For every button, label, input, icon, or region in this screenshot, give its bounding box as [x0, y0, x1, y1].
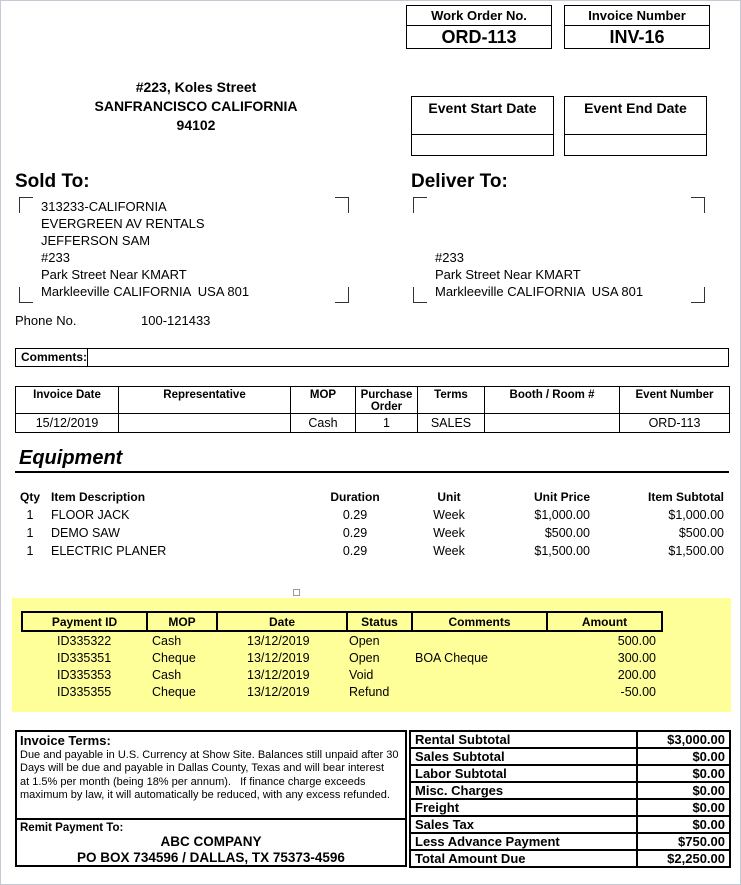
invoice-terms-line: at 1.5% per month (being 18% per annum). If finance charge exceeds: [20, 775, 366, 788]
event-end-date-label: Event End Date: [565, 97, 706, 135]
payment-date: 13/12/2019: [247, 684, 310, 699]
bracket-corner: [691, 197, 705, 213]
info-invoice-date: 15/12/2019: [16, 414, 119, 433]
invoice-terms-box: [15, 730, 407, 820]
invoice-terms-line: maximum by law, it will automatically be reduced, with any excess refunded.: [20, 789, 390, 802]
stray-checkbox: [293, 589, 300, 596]
sold-to-line: #233: [41, 250, 70, 265]
bracket-corner: [19, 197, 33, 213]
equipment-rule: [15, 471, 729, 473]
equipment-header-duration: Duration: [330, 490, 380, 504]
totals-table: [409, 730, 731, 868]
invoice-terms-label: Invoice Terms:: [20, 733, 111, 748]
totals-row: [410, 816, 730, 833]
sold-to-address: [41, 198, 249, 300]
payment-amount: -50.00: [620, 684, 656, 699]
payments-header-mop: MOP: [147, 612, 217, 631]
payment-row: [22, 683, 662, 700]
payments-header-row: [22, 612, 662, 631]
payment-mop: Cash: [152, 633, 182, 648]
bracket-corner: [335, 197, 349, 213]
equipment-duration: 0.29: [342, 508, 368, 522]
payment-id: ID335355: [57, 684, 112, 699]
info-header-event-number: Event Number: [620, 387, 730, 414]
equipment-header-unit: Unit: [437, 490, 461, 504]
phone-label: Phone No.: [15, 313, 77, 328]
payment-mop: Cash: [152, 667, 182, 682]
payment-comments: [412, 631, 547, 649]
payment-status: Void: [349, 667, 374, 682]
payment-status: Refund: [349, 684, 390, 699]
info-representative: [119, 414, 291, 433]
payments-header-date: Date: [217, 612, 347, 631]
total-label: Misc. Charges: [410, 782, 637, 799]
equipment-description: DEMO SAW: [51, 526, 120, 540]
equipment-qty: 1: [26, 508, 34, 522]
bracket-corner: [691, 287, 705, 303]
equipment-header-description: Item Description: [51, 490, 146, 504]
total-value: $0.00: [637, 765, 730, 782]
equipment-table: [15, 488, 729, 560]
payment-date: 13/12/2019: [247, 667, 310, 682]
info-booth-room: [485, 414, 620, 433]
info-header-terms: Terms: [418, 387, 485, 414]
equipment-header-qty: Qty: [19, 490, 40, 504]
bracket-corner: [19, 287, 33, 303]
equipment-duration: 0.29: [342, 526, 368, 540]
equipment-unit-price: $1,000.00: [534, 508, 590, 522]
invoice-terms-line: Due and payable in U.S. Currency at Show Site. Balances still unpaid after 30: [20, 749, 399, 761]
total-label: Freight: [410, 799, 637, 816]
comments-bar: [15, 348, 729, 367]
equipment-unit: Week: [433, 544, 465, 558]
equipment-row: [15, 506, 729, 524]
total-label: Total Amount Due: [410, 850, 637, 867]
remit-payment-label: Remit Payment To:: [20, 822, 124, 834]
payment-amount: 200.00: [617, 667, 656, 682]
payment-status: Open: [349, 633, 380, 648]
info-purchase-order: 1: [356, 414, 418, 433]
total-value: $3,000.00: [637, 731, 730, 748]
payment-comments: BOA Cheque: [415, 650, 488, 665]
payment-status: Open: [349, 650, 380, 665]
payment-amount: 500.00: [617, 633, 656, 648]
total-value: $0.00: [637, 782, 730, 799]
equipment-description: ELECTRIC PLANER: [51, 544, 167, 558]
payment-id: ID335353: [57, 667, 112, 682]
info-data-row: [16, 414, 730, 433]
payment-row: [22, 666, 662, 683]
deliver-to-line: Markleeville CALIFORNIA USA 801: [435, 284, 644, 299]
totals-row: [410, 748, 730, 765]
payment-comments: [412, 666, 547, 683]
company-address-line: 94102: [176, 117, 216, 133]
payments-header-amount: Amount: [547, 612, 662, 631]
info-header-row: [16, 387, 730, 414]
info-terms: SALES: [418, 414, 485, 433]
payments-table: [21, 611, 663, 700]
total-label: Labor Subtotal: [410, 765, 637, 782]
total-value: $0.00: [637, 748, 730, 765]
totals-row: [410, 833, 730, 850]
bracket-corner: [413, 197, 427, 213]
deliver-to-address: [435, 198, 643, 300]
event-end-date-box: [564, 96, 707, 156]
info-header-mop: MOP: [291, 387, 356, 414]
payment-id: ID335322: [57, 633, 112, 648]
company-address-line: #223, Koles Street: [135, 79, 257, 95]
deliver-to-line: Park Street Near KMART: [435, 267, 581, 282]
total-value: $0.00: [637, 799, 730, 816]
equipment-row: [15, 542, 729, 560]
sold-to-line: Markleeville CALIFORNIA USA 801: [41, 284, 250, 299]
equipment-item-subtotal: $500.00: [678, 526, 724, 540]
equipment-section-title: Equipment: [19, 447, 123, 469]
remit-payment-box: [15, 818, 407, 867]
work-order-box: [406, 5, 552, 49]
event-start-date-box: [411, 96, 554, 156]
total-label: Rental Subtotal: [410, 731, 637, 748]
invoice-terms-line: Days will be due and payable in Dallas County, Texas and will bear interest: [20, 762, 385, 775]
equipment-qty: 1: [26, 526, 34, 540]
total-label: Sales Tax: [410, 816, 637, 833]
event-start-date-label: Event Start Date: [412, 97, 553, 135]
sold-to-heading: Sold To:: [15, 171, 90, 192]
payments-header-status: Status: [347, 612, 412, 631]
totals-row: [410, 799, 730, 816]
info-event-number: ORD-113: [620, 414, 730, 433]
work-order-label: Work Order No.: [406, 5, 552, 26]
info-header-purchase-order: Purchase Order: [356, 387, 418, 414]
payment-mop: Cheque: [152, 650, 196, 665]
invoice-number-value: INV-16: [564, 26, 710, 49]
payment-mop: Cheque: [152, 684, 196, 699]
total-label: Less Advance Payment: [410, 833, 637, 850]
invoice-info-table: [15, 386, 730, 433]
payment-comments: [412, 683, 547, 700]
equipment-duration: 0.29: [342, 544, 368, 558]
payments-header-payment-id: Payment ID: [22, 612, 147, 631]
equipment-unit-price: $1,500.00: [534, 544, 590, 558]
info-header-booth-room: Booth / Room #: [485, 387, 620, 414]
deliver-to-line: [435, 232, 643, 249]
equipment-header-item-subtotal: Item Subtotal: [647, 490, 724, 504]
company-address: [31, 78, 361, 135]
payment-row: [22, 649, 662, 666]
deliver-to-line: [435, 198, 643, 215]
deliver-to-block: [413, 195, 705, 303]
sold-to-block: [19, 195, 349, 303]
sold-to-line: JEFFERSON SAM: [41, 233, 151, 248]
info-mop: Cash: [291, 414, 356, 433]
comments-value: [88, 349, 728, 366]
totals-row: [410, 765, 730, 782]
remit-company-address: PO BOX 734596 / DALLAS, TX 75373-4596: [77, 849, 345, 865]
sold-to-line: EVERGREEN AV RENTALS: [41, 216, 205, 231]
equipment-header-row: [15, 488, 729, 506]
equipment-unit: Week: [433, 508, 465, 522]
equipment-unit: Week: [433, 526, 465, 540]
totals-row: [410, 782, 730, 799]
equipment-row: [15, 524, 729, 542]
payments-header-comments: Comments: [412, 612, 547, 631]
total-value: $0.00: [637, 816, 730, 833]
totals-row: [410, 731, 730, 748]
work-order-value: ORD-113: [406, 26, 552, 49]
payment-amount: 300.00: [617, 650, 656, 665]
bracket-corner: [335, 287, 349, 303]
invoice-number-label: Invoice Number: [564, 5, 710, 26]
equipment-item-subtotal: $1,500.00: [668, 544, 724, 558]
deliver-to-heading: Deliver To:: [411, 171, 508, 192]
payment-date: 13/12/2019: [247, 633, 310, 648]
total-value: $750.00: [637, 833, 730, 850]
deliver-to-line: #233: [435, 250, 464, 265]
total-value: $2,250.00: [637, 850, 730, 867]
payment-row: [22, 631, 662, 649]
equipment-item-subtotal: $1,000.00: [668, 508, 724, 522]
invoice-number-box: [564, 5, 710, 49]
deliver-to-line: [435, 215, 643, 232]
equipment-unit-price: $500.00: [544, 526, 590, 540]
company-address-line: SANFRANCISCO CALIFORNIA: [94, 98, 298, 114]
comments-label: Comments:: [16, 349, 88, 366]
info-header-invoice-date: Invoice Date: [16, 387, 119, 414]
total-label: Sales Subtotal: [410, 748, 637, 765]
phone-value: 100-121433: [141, 313, 211, 328]
equipment-header-unit-price: Unit Price: [533, 490, 590, 504]
payment-id: ID335351: [57, 650, 112, 665]
payment-date: 13/12/2019: [247, 650, 310, 665]
equipment-qty: 1: [26, 544, 34, 558]
info-header-representative: Representative: [119, 387, 291, 414]
bracket-corner: [413, 287, 427, 303]
sold-to-line: Park Street Near KMART: [41, 267, 187, 282]
totals-row: [410, 850, 730, 867]
equipment-description: FLOOR JACK: [51, 508, 130, 522]
sold-to-line: 313233-CALIFORNIA: [41, 199, 167, 214]
remit-company-name: ABC COMPANY: [160, 834, 262, 849]
